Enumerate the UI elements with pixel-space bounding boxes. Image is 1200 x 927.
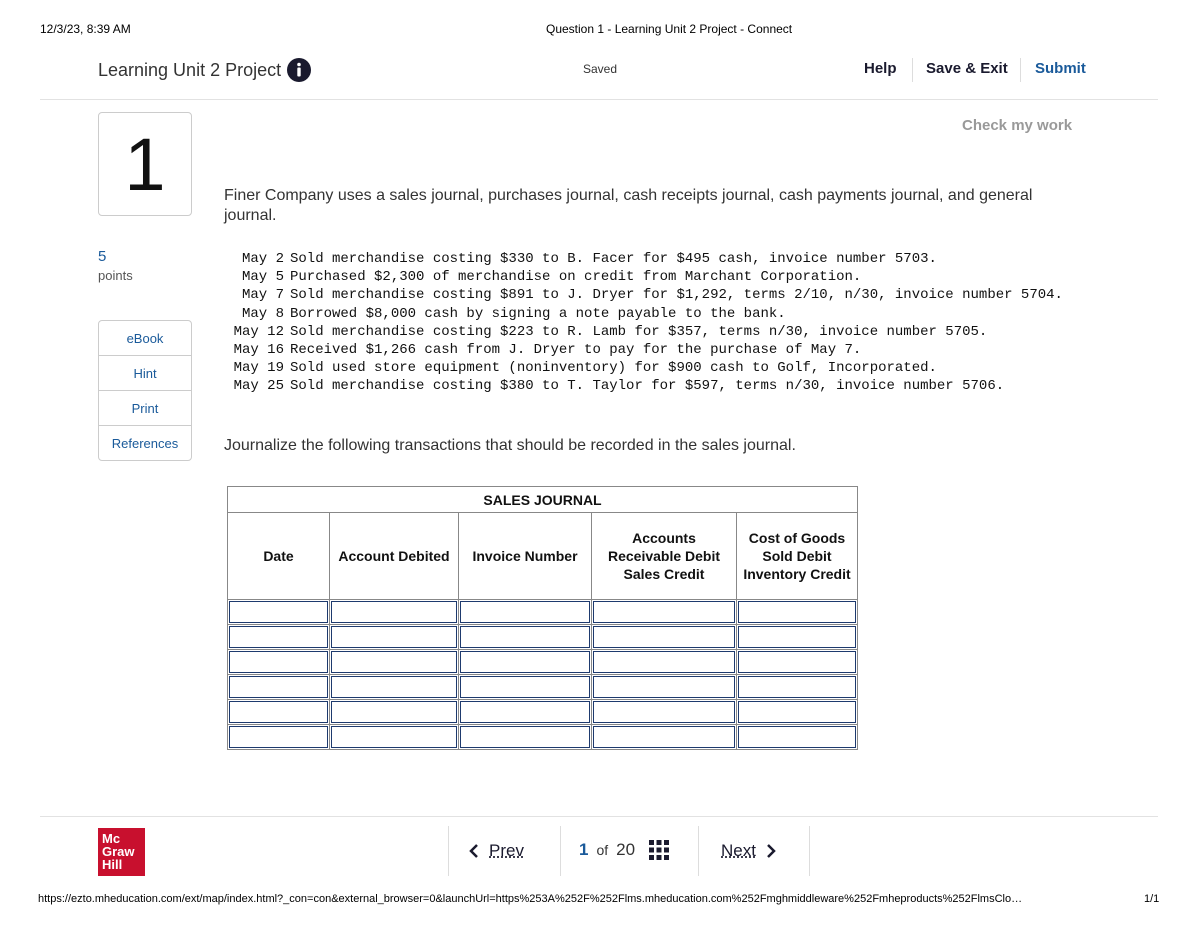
points-value: 5 <box>98 248 107 265</box>
date-input[interactable] <box>229 651 328 673</box>
grid-icon <box>649 840 669 860</box>
date-input[interactable] <box>229 601 328 623</box>
transaction-row: May 25 Sold merchandise costing $380 to T. Taylor for $597, terms n/30, invoice number 5706. <box>233 378 1005 395</box>
invoice-number-input[interactable] <box>460 651 590 673</box>
journal-row <box>228 650 858 675</box>
cost-of-goods-input[interactable] <box>738 626 856 648</box>
sales-journal-title: SALES JOURNAL <box>228 487 858 513</box>
journal-row <box>228 600 858 625</box>
invoice-number-input[interactable] <box>460 676 590 698</box>
accounts-receivable-input[interactable] <box>593 626 735 648</box>
assignment-header <box>98 58 311 82</box>
date-input[interactable] <box>229 726 328 748</box>
account-debited-input[interactable] <box>331 626 457 648</box>
accounts-receivable-input[interactable] <box>593 601 735 623</box>
print-page-number: 1/1 <box>1144 893 1160 905</box>
column-header-date: Date <box>228 513 330 600</box>
resource-buttons <box>98 320 192 461</box>
account-debited-input[interactable] <box>331 701 457 723</box>
journal-row <box>228 625 858 650</box>
column-header-accounts-receivable: Accounts Receivable Debit Sales Credit <box>592 513 737 600</box>
cost-of-goods-input[interactable] <box>738 701 856 723</box>
accounts-receivable-input[interactable] <box>593 676 735 698</box>
question-intro: Finer Company uses a sales journal, purchases journal, cash receipts journal, cash payments journal, and general journal. <box>224 187 1033 224</box>
submit-button[interactable]: Submit <box>1035 60 1086 77</box>
assignment-title: Learning Unit 2 Project <box>98 59 282 80</box>
chevron-right-icon <box>766 843 776 859</box>
account-debited-input[interactable] <box>331 676 457 698</box>
invoice-number-input[interactable] <box>460 701 590 723</box>
transaction-row: May 2 Sold merchandise costing $330 to B. Facer for $495 cash, invoice number 5703. <box>241 251 937 267</box>
save-exit-button[interactable]: Save & Exit <box>926 60 1008 77</box>
points-label: points <box>98 268 133 283</box>
transaction-row: May 19 Sold used store equipment (noninventory) for $900 cash to Golf, Incorporated. <box>233 360 937 377</box>
transaction-row: May 12 Sold merchandise costing $223 to R. Lamb for $357, terms n/30, invoice number 5705. <box>233 323 988 340</box>
total-pages: 20 <box>616 840 636 859</box>
journal-row <box>228 700 858 725</box>
column-header-account-debited: Account Debited <box>330 513 459 600</box>
sales-journal-table <box>227 486 858 750</box>
transaction-row: May 7 Sold merchandise costing $891 to J. Dryer for $1,292, terms 2/10, n/30, invoice number 5704. <box>241 287 1063 304</box>
accounts-receivable-input[interactable] <box>593 651 735 673</box>
column-header-cost-of-goods: Cost of Goods Sold Debit Inventory Credit <box>737 513 858 600</box>
page-indicator[interactable] <box>560 826 699 876</box>
account-debited-input[interactable] <box>331 601 457 623</box>
accounts-receivable-input[interactable] <box>593 726 735 748</box>
invoice-number-input[interactable] <box>460 726 590 748</box>
instruction-text: Journalize the following transactions that should be recorded in the sales journal. <box>224 437 796 454</box>
date-input[interactable] <box>229 626 328 648</box>
check-my-work-button[interactable]: Check my work <box>962 117 1073 134</box>
accounts-receivable-input[interactable] <box>593 701 735 723</box>
transaction-row: May 8 Borrowed $8,000 cash by signing a note payable to the bank. <box>241 305 786 322</box>
mcgraw-hill-logo: Mc Graw Hill <box>98 828 145 876</box>
header-divider <box>40 99 1158 100</box>
question-number: 1 <box>98 112 192 216</box>
date-input[interactable] <box>229 676 328 698</box>
cost-of-goods-input[interactable] <box>738 651 856 673</box>
column-header-invoice-number: Invoice Number <box>459 513 592 600</box>
cost-of-goods-input[interactable] <box>738 676 856 698</box>
nav-divider <box>1020 58 1021 82</box>
cost-of-goods-input[interactable] <box>738 726 856 748</box>
next-button[interactable]: Next <box>698 826 810 876</box>
print-page-title: Question 1 - Learning Unit 2 Project - Connect <box>546 22 793 36</box>
invoice-number-input[interactable] <box>460 601 590 623</box>
journal-row <box>228 675 858 700</box>
transaction-row: May 5 Purchased $2,300 of merchandise on credit from Marchant Corporation. <box>241 269 862 286</box>
hint-button[interactable]: Hint <box>99 356 191 391</box>
help-button[interactable]: Help <box>864 60 897 77</box>
date-input[interactable] <box>229 701 328 723</box>
info-icon[interactable] <box>287 58 311 82</box>
ebook-button[interactable]: eBook <box>99 321 191 356</box>
transaction-row: May 16 Received $1,266 cash from J. Dryer to pay for the purchase of May 7. <box>233 342 862 359</box>
transaction-list <box>224 250 1080 396</box>
references-button[interactable]: References <box>111 435 179 451</box>
chevron-left-icon <box>469 843 479 859</box>
page-of-label: of <box>596 842 609 858</box>
invoice-number-input[interactable] <box>460 626 590 648</box>
cost-of-goods-input[interactable] <box>738 601 856 623</box>
print-datetime: 12/3/23, 8:39 AM <box>40 22 131 36</box>
prev-button[interactable]: Prev <box>448 826 561 876</box>
print-url: https://ezto.mheducation.com/ext/map/index.html?_con=con&external_browser=0&launchUrl=https%253A%252F%252Flms.mheducation.com%252Fmghmiddleware%252Fmheproducts%252FlmsClo… <box>38 893 1023 905</box>
journal-row <box>228 725 858 750</box>
nav-divider <box>912 58 913 82</box>
account-debited-input[interactable] <box>331 726 457 748</box>
footer-divider <box>40 816 1158 817</box>
account-debited-input[interactable] <box>331 651 457 673</box>
current-page: 1 <box>579 840 589 859</box>
save-status: Saved <box>583 62 618 76</box>
print-button[interactable]: Print <box>99 391 191 426</box>
